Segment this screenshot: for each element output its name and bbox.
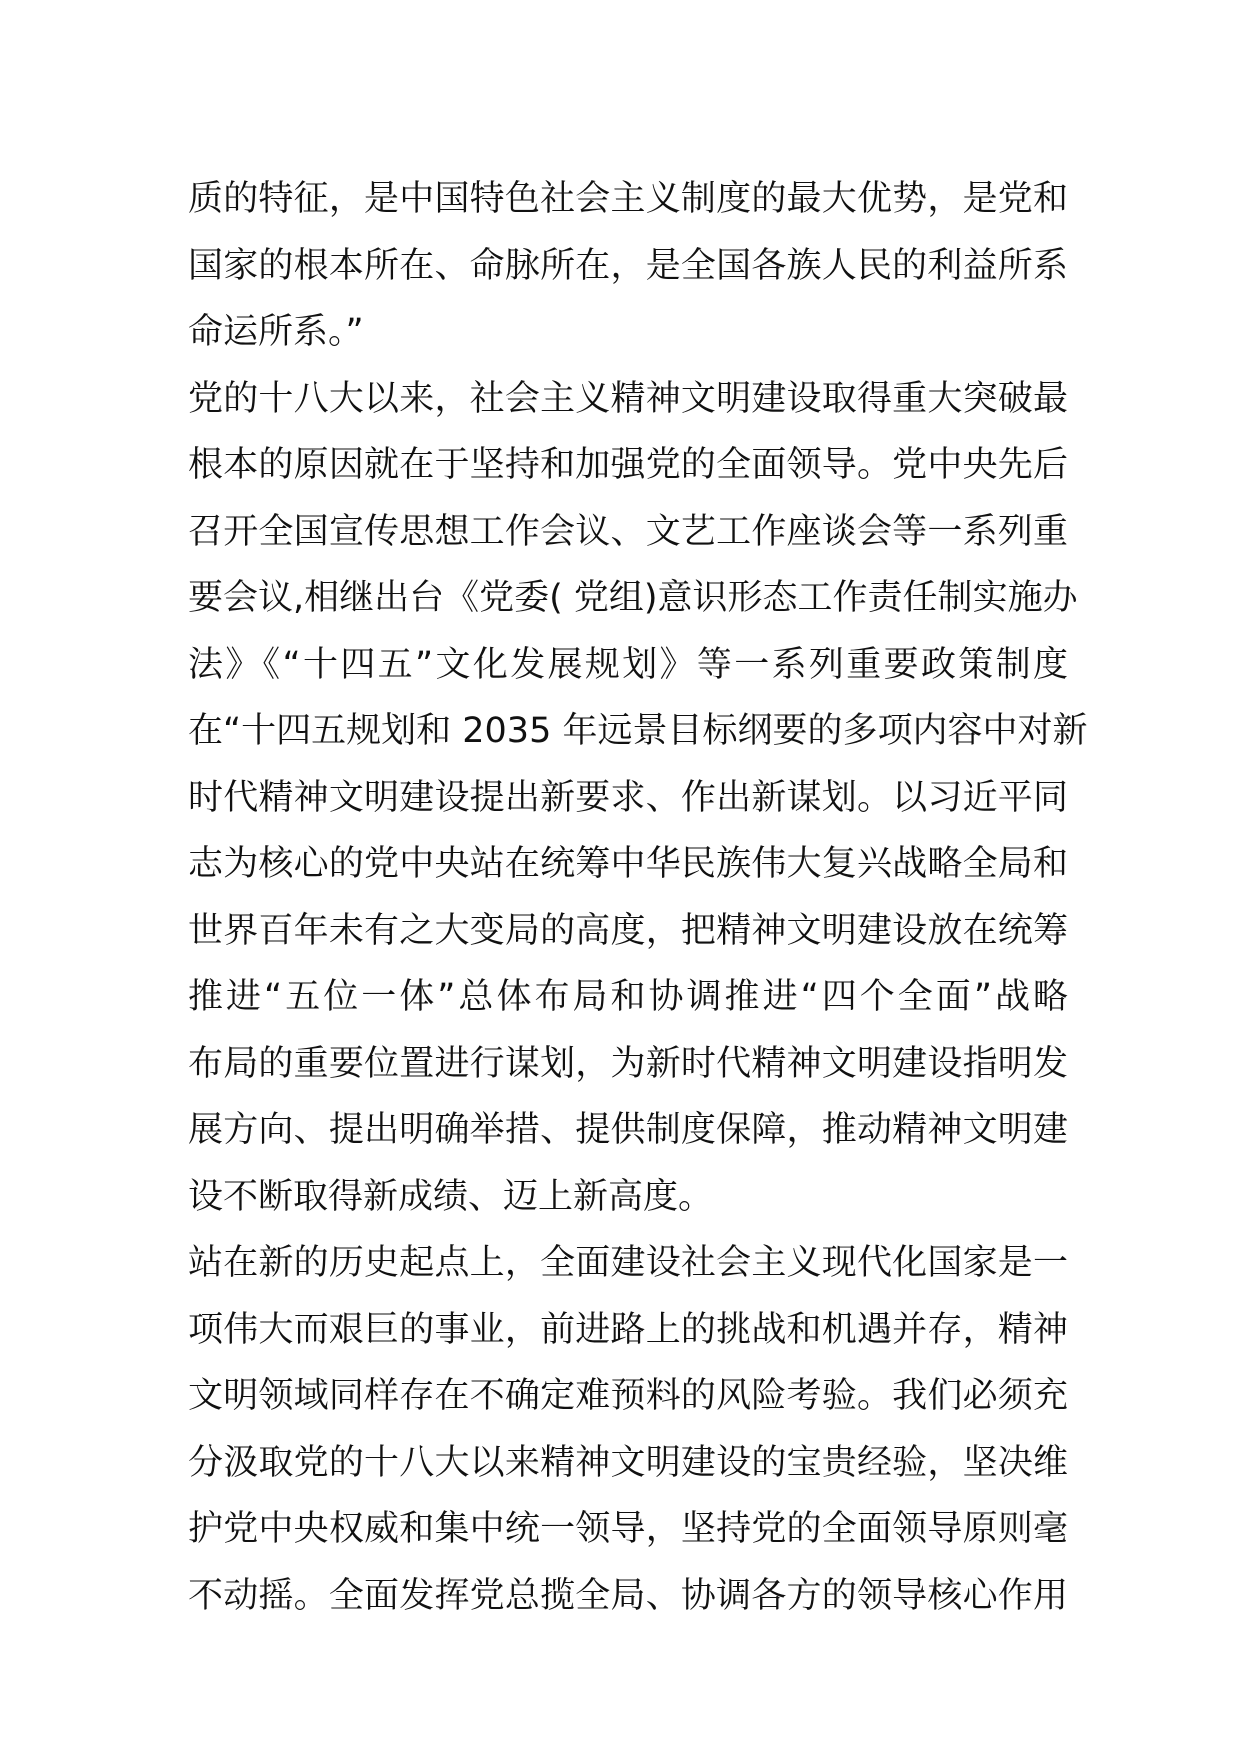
text-line: 设不断取得新成绩、迈上新高度。 <box>188 1176 714 1217</box>
text-line: 护党中央权威和集中统一领导，坚持党的全面领导原则毫 <box>188 1509 1068 1549</box>
text-line: 项伟大而艰巨的事业，前进路上的挑战和机遇并存，精神 <box>188 1309 1068 1350</box>
paragraph <box>188 366 1088 1231</box>
text-line: 命运所系。” <box>188 312 364 352</box>
text-line: 党的十八大以来，社会主义精神文明建设取得重大突破最 <box>188 378 1068 419</box>
paragraph <box>188 1230 1068 1629</box>
text-line: 召开全国宣传思想工作会议、文艺工作座谈会等一系列重 <box>188 511 1068 552</box>
text-line: 根本的原因就在于坚持和加强党的全面领导。党中央先后 <box>188 445 1068 485</box>
text-line: 要会议,相继出台《党委( 党组)意识形态工作责任制实施办 <box>188 578 1078 618</box>
text-line: 不动摇。全面发挥党总揽全局、协调各方的领导核心作用 <box>188 1575 1068 1616</box>
text-line: 质的特征，是中国特色社会主义制度的最大优势，是党和 <box>188 179 1068 219</box>
text-line: 在“十四五规划和 2035 年远景目标纲要的多项内容中对新 <box>188 711 1088 751</box>
text-line: 布局的重要位置进行谋划，为新时代精神文明建设指明发 <box>188 1043 1068 1084</box>
text-line: 法》《“十四五”文化发展规划》等一系列重要政策制度 <box>188 644 1068 685</box>
text-line: 推进“五位一体”总体布局和协调推进“四个全面”战略 <box>188 977 1068 1017</box>
text-line: 站在新的历史起点上，全面建设社会主义现代化国家是一 <box>188 1243 1068 1283</box>
text-line: 世界百年未有之大变局的高度，把精神文明建设放在统筹 <box>188 910 1068 951</box>
text-line: 展方向、提出明确举措、提供制度保障，推动精神文明建 <box>188 1110 1068 1150</box>
body-text <box>188 166 1088 1629</box>
text-line: 分汲取党的十八大以来精神文明建设的宝贵经验，坚决维 <box>188 1442 1068 1483</box>
text-line: 文明领域同样存在不确定难预料的风险考验。我们必须充 <box>188 1376 1068 1416</box>
text-line: 志为核心的党中央站在统筹中华民族伟大复兴战略全局和 <box>188 844 1068 884</box>
paragraph <box>188 166 1068 366</box>
text-line: 时代精神文明建设提出新要求、作出新谋划。以习近平同 <box>188 777 1068 818</box>
text-line: 国家的根本所在、命脉所在，是全国各族人民的利益所系 <box>188 245 1068 286</box>
